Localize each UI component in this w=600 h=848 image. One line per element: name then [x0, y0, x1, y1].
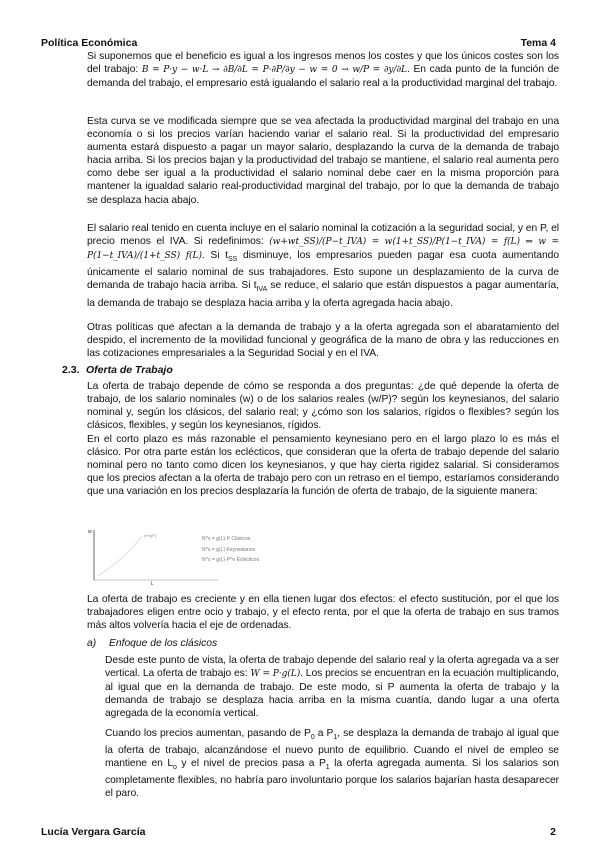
subscript: SS	[228, 256, 238, 264]
subsection-heading	[87, 638, 217, 649]
subscript: 1	[325, 764, 330, 772]
footer-author: Lucía Vergara García	[41, 826, 146, 838]
text: la oferta agregada aumenta. Si los salarios son completamente flexibles, no habría paro involuntario porque los salarios bajarían hasta desaparecer el paro.	[105, 758, 559, 800]
text: . Los precios se encuentran en la ecuación multiplicando, al igual que en la demanda de trabajo. De este modo, si P aumenta la oferta de trabajo y la demanda de trabajo se desplaza hacia arriba en la misma cuantía, dando lugar a una oferta agregada de la economía vertical.	[105, 668, 559, 720]
subscript: o	[173, 764, 177, 772]
formula-supply: W = P·g(L)	[250, 669, 301, 680]
text: El salario real tenido en cuenta incluye en el salario nominal la cotización a la seguridad social, y en P, el precio menos el IVA. Si redefinimos:	[87, 223, 559, 248]
subscript: IVA	[256, 286, 268, 294]
text: . Si t	[201, 250, 228, 262]
formula-profit: B = P·y − w·L → ∂B/∂L = P·∂P/∂y − w = 0 → w/P = ∂y/∂L	[141, 65, 407, 76]
legend-eclectic: N^s = g(L)·P^e Eclécticos	[202, 557, 260, 563]
text: a P	[314, 728, 334, 739]
section-heading	[62, 364, 173, 376]
paragraph-real-wage	[87, 222, 559, 310]
subscript: 0	[310, 734, 315, 742]
text: Cuando los precios aumentan, pasando de P	[105, 728, 311, 739]
text: disminuye, los empresarios pueden pagar esa cuota aumentando únicamente el salario nominal de sus trabajadores. Esto supone un desplazamiento de la curva de demanda de trabajo hacia arriba. Si t	[87, 250, 559, 292]
x-label: L	[151, 581, 154, 586]
subsection-number: a)	[87, 638, 97, 649]
supply-curve	[98, 536, 142, 576]
header-topic: Tema 4	[520, 37, 556, 49]
header-subject: Política Económica	[41, 37, 138, 49]
curve-label: N^s(P)	[144, 533, 157, 538]
subscript: 1	[333, 734, 338, 742]
paragraph-short-run: En el corto plazo es más razonable el pensamiento keynesiano pero en el largo plazo lo es más el clásico. Por otra parte están los eclécticos, que consideran que la oferta de trabajo depende del salario nominal pero no tanto como dicen los keynesianos, y que hay cierta rigidez salarial. Si consideramos que los precios afectan a la oferta de trabajo pero con un retraso en el tiempo, estaríamos considerando que una variación en los precios desplazaría la función de oferta de trabajo, de la siguiente manera:	[87, 434, 559, 498]
paragraph-policies: Otras políticas que afectan a la demanda de trabajo y a la oferta agregada son el abaratamiento del despido, el incremento de la movilidad funcional y geográfica de la mano de obra y las reducciones en las cotizaciones empresariales a la Seguridad Social y en el IVA.	[87, 322, 559, 360]
formula-wage: (w+wt_SS)/(P−t_IVA) = w(1+t_SS)/P(1−t_IVA) = f(L) ⇒ w = P(1−t_IVA)/(1+t_SS) f(L)	[87, 237, 560, 262]
text: . En cada punto de la función de demanda del trabajo, el empresario está igualando el salario real a la productividad marginal del trabajo.	[87, 64, 560, 90]
legend-keynesian: N^s = g(L) Keynesianos	[202, 547, 256, 553]
paragraph-profit	[87, 50, 559, 90]
paragraph-labor-supply: La oferta de trabajo depende de cómo se responda a dos preguntas: ¿de qué depende la oferta de trabajo, de los salario nominales (w) o de los salarios reales (w/P)? según los keynesianos, del salario nominal y, según los clásicos, del salario real; y ¿cómo son los salarios, rígidos o flexibles? según los clásicos, flexibles, y según los keynesianos, rígidos.	[87, 381, 559, 432]
text: Si suponemos que el beneficio es igual a los ingresos menos los costes y que los únicos costes son los del trabajo:	[87, 51, 559, 76]
text: , se desplaza la demanda de trabajo al igual que la oferta de trabajo, alcanzándose el nuevo punto de equilibrio. Cuando el nivel de empleo se mantiene en L	[105, 728, 560, 770]
y-label: w	[88, 529, 92, 535]
subsection-title: Enfoque de los clásicos	[109, 638, 218, 649]
paragraph-classical	[105, 654, 559, 720]
text: Desde este punto de vista, la oferta de trabajo depende del salario real y la oferta agregada va a ser vertical. La oferta de trabajo es:	[105, 655, 559, 680]
section-number: 2.3.	[62, 364, 80, 376]
paragraph-curve-shift: Esta curva se ve modificada siempre que se vea afectada la productividad marginal del trabajo en una economía o si los precios varían haciendo variar el salario real. Si la productividad del empresario aumenta estará dispuesto a pagar un mayor salario, desplazando la curva de la demanda de trabajo hacia arriba. Si los precios bajan y la productividad del trabajo se mantiene, el salario real aumenta pero como debe ser igual a la productividad el salario nominal debe caer en la misma proporción para mantener la igualdad salario real-productividad marginal del trabajo, por lo que la demanda de trabajo se desplaza hacia abajo.	[87, 116, 559, 206]
text: se reduce, el salario que están dispuestos a pagar aumentaría, la demanda de trabajo se desplaza hacia arriba y la oferta agregada hacia abajo.	[87, 280, 559, 309]
text: y el nivel de precios pasa a P	[176, 758, 326, 770]
page-number: 2	[550, 826, 556, 838]
section-title: Oferta de Trabajo	[86, 364, 173, 376]
paragraph-prices	[105, 727, 559, 801]
paragraph-effects: La oferta de trabajo es creciente y en ella tienen lugar dos efectos: el efecto sustitución, por el que los trabajadores eligen entre ocio y trabajo, y el efecto renta, por el que la oferta de trabajo en sus tramos más altos volvería hacia el eje de ordenadas.	[87, 594, 559, 632]
legend-classical: N^s = g(L)·P Clásicos	[202, 536, 251, 542]
